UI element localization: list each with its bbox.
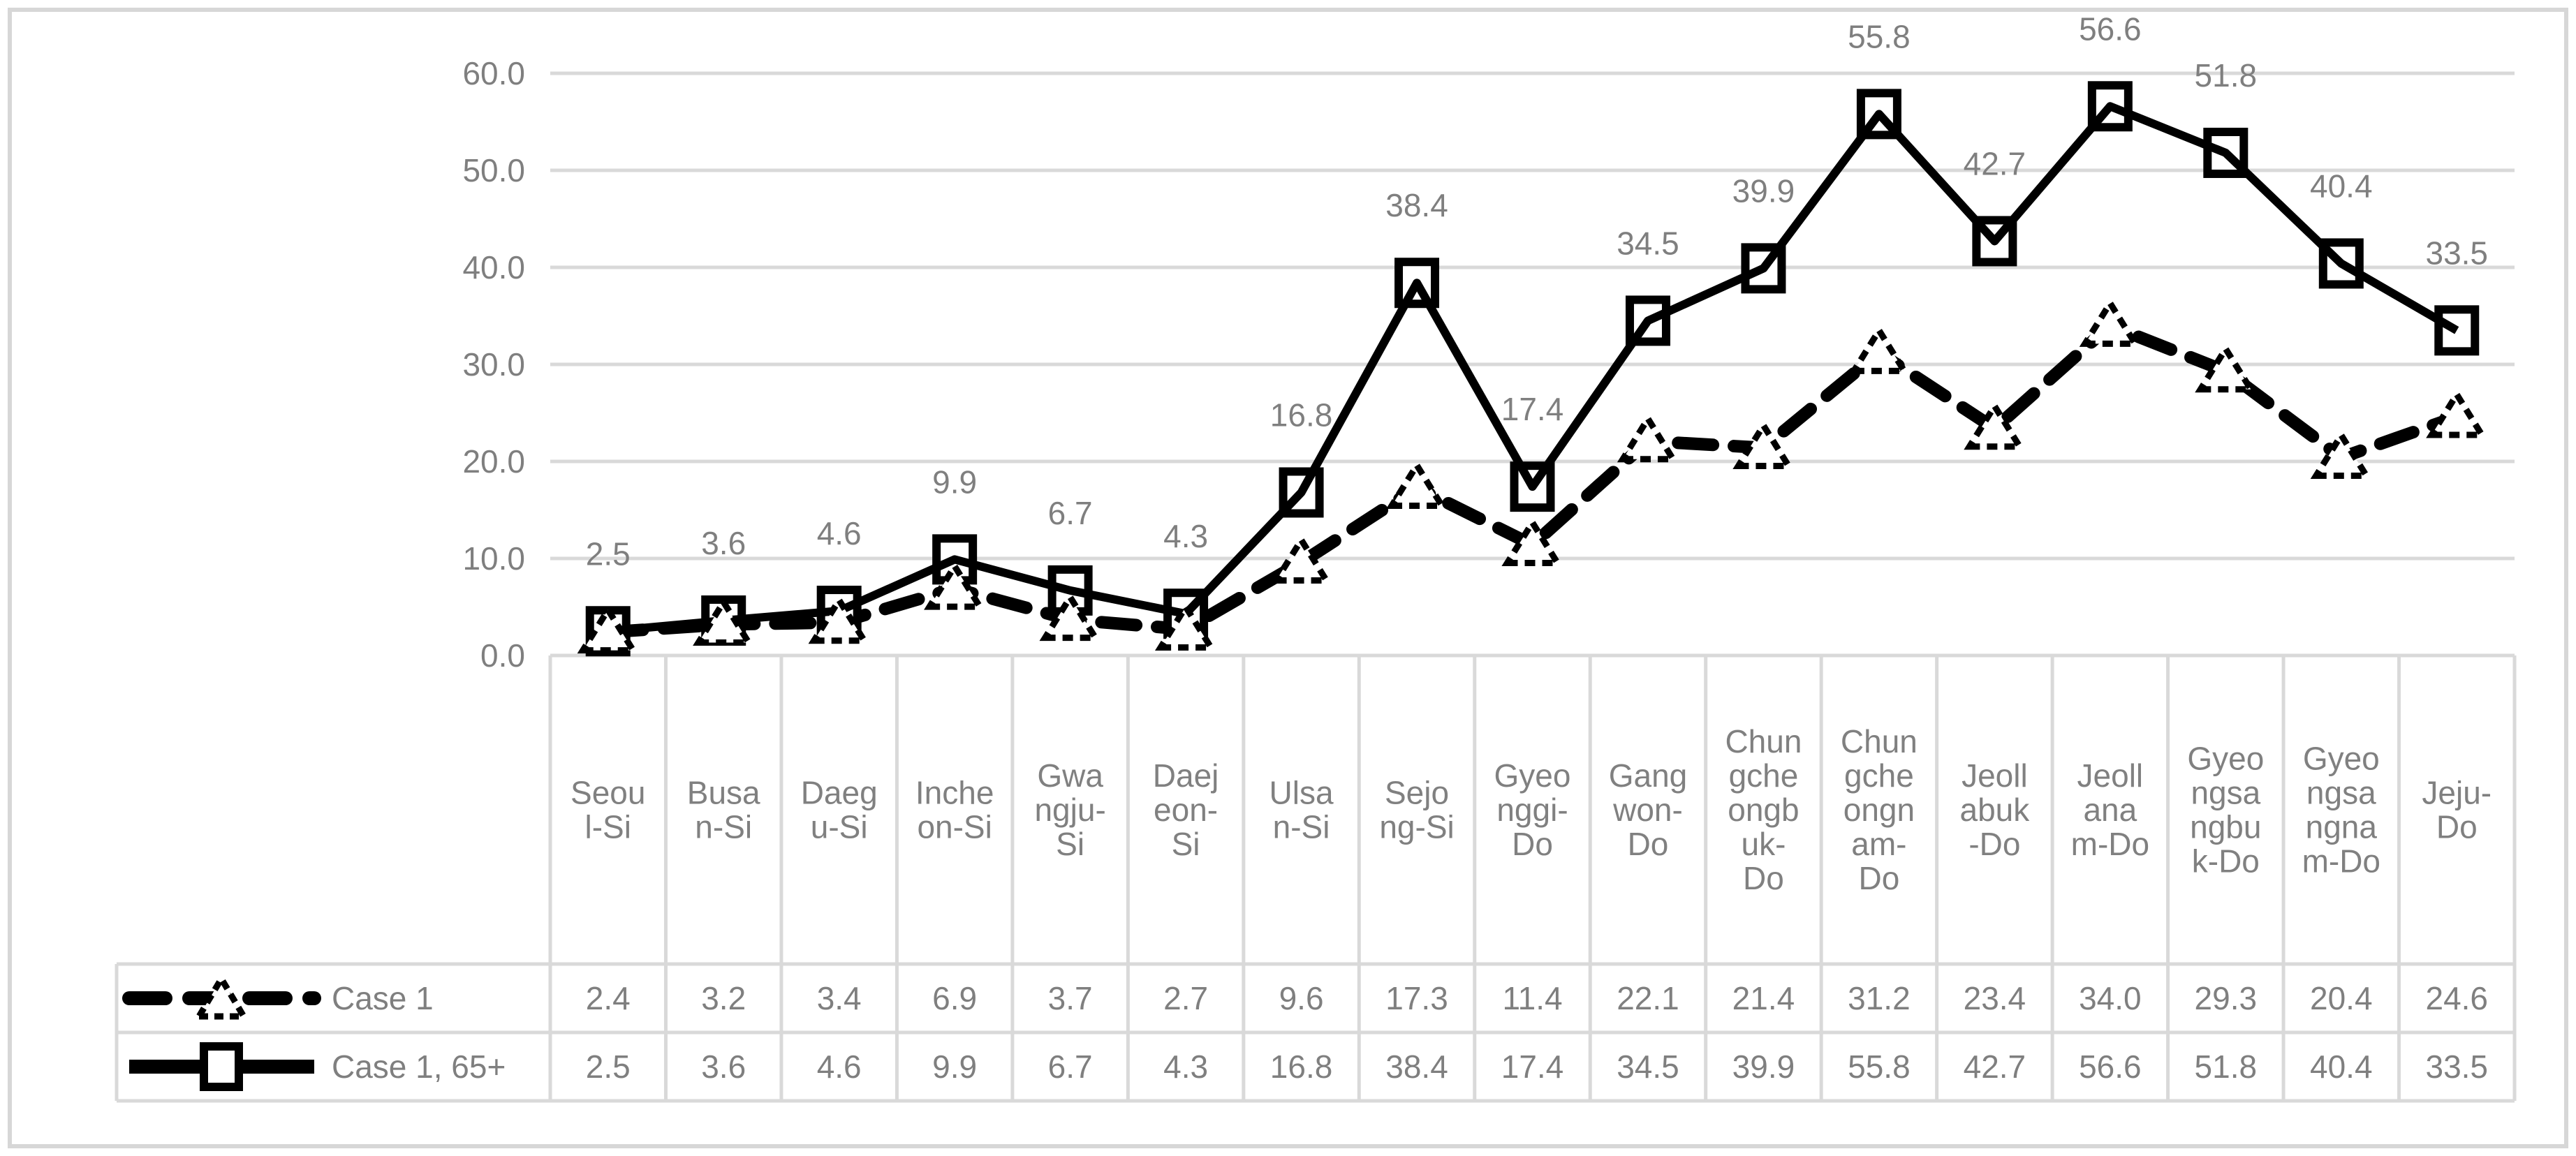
category-label-line: Do [2436, 808, 2478, 845]
category-label-line: ngsa [2191, 774, 2261, 811]
category-label-line: -Do [1968, 826, 2021, 862]
data-label: 9.9 [932, 464, 978, 501]
data-label: 38.4 [1385, 187, 1448, 224]
category-label-line: l-Si [584, 808, 631, 845]
category-label [1960, 757, 2031, 862]
category-label [1494, 757, 1571, 862]
triangle-marker [1854, 330, 1904, 371]
table-value: 42.7 [1963, 1048, 2026, 1085]
table-value: 55.8 [1848, 1048, 1911, 1085]
table-value: 34.5 [1617, 1048, 1679, 1085]
legend-key-square [129, 1046, 314, 1087]
data-label: 34.5 [1617, 225, 1679, 262]
category-label [801, 775, 878, 845]
category-label-line: m-Do [2070, 826, 2150, 862]
table-value: 20.4 [2310, 980, 2373, 1016]
table-value: 2.7 [1163, 980, 1209, 1016]
data-label: 42.7 [1963, 145, 2026, 182]
category-label-line: n-Si [695, 808, 753, 845]
category-label-line: ongn [1843, 792, 1915, 828]
triangle-marker [2431, 394, 2482, 435]
category-label-line: Inche [915, 774, 994, 811]
table-value: 3.4 [816, 980, 862, 1016]
category-label [915, 775, 994, 845]
table-value: 39.9 [1732, 1048, 1795, 1085]
y-axis-tick-label: 60.0 [462, 55, 525, 91]
category-label-line: ana [2083, 792, 2137, 828]
y-axis-tick-label: 0.0 [480, 637, 525, 674]
category-label-line: Ulsa [1269, 774, 1334, 811]
y-axis-tick-label: 20.0 [462, 443, 525, 480]
category-label-line: ongb [1728, 792, 1799, 828]
category-label-line: ngna [2305, 808, 2377, 845]
y-axis [462, 55, 525, 674]
series-name: Case 1 [332, 980, 434, 1016]
y-axis-tick-label: 50.0 [462, 152, 525, 188]
table-row-1 [129, 979, 2488, 1016]
category-label [687, 775, 760, 845]
data-label: 33.5 [2425, 235, 2489, 272]
category-label-line: Daej [1152, 757, 1219, 794]
table-value: 6.7 [1047, 1048, 1093, 1085]
table-value: 23.4 [1963, 980, 2026, 1016]
series-name: Case 1, 65+ [332, 1048, 506, 1085]
data-label: 17.4 [1501, 391, 1564, 428]
category-label [1269, 775, 1334, 845]
category-label-line: abuk [1959, 792, 2030, 828]
data-label: 2.5 [585, 535, 631, 572]
category-label-line: Do [1512, 826, 1553, 862]
table-value: 3.6 [701, 1048, 746, 1085]
category-label-line: Chun [1725, 723, 1802, 759]
category-label [571, 775, 645, 845]
table-value: 6.9 [932, 980, 978, 1016]
category-label-line: Gwa [1037, 757, 1103, 794]
category-label-line: Chun [1840, 723, 1918, 759]
category-axis [550, 655, 2515, 964]
category-label-line: ngju- [1034, 792, 1106, 828]
category-label-line: Si [1056, 826, 1085, 862]
category-label-line: m-Do [2302, 843, 2381, 880]
category-label [2422, 775, 2492, 845]
data-label: 16.8 [1269, 397, 1333, 434]
table-value: 22.1 [1617, 980, 1679, 1016]
table-value: 17.3 [1385, 980, 1448, 1016]
table-value: 3.2 [701, 980, 746, 1016]
category-label-line: Gyeo [2187, 740, 2265, 777]
table-value: 33.5 [2425, 1048, 2489, 1085]
category-label [1153, 757, 1219, 862]
category-label-line: Gang [1608, 757, 1688, 794]
y-axis-tick-label: 30.0 [462, 346, 525, 383]
category-label-line: am- [1851, 826, 1907, 862]
data-label: 40.4 [2310, 168, 2373, 205]
table-row-2 [129, 1046, 2488, 1087]
table-value: 21.4 [1732, 980, 1795, 1016]
data-label: 3.6 [701, 524, 746, 561]
table-value: 31.2 [1848, 980, 1911, 1016]
category-label [1841, 723, 1918, 896]
table-value: 4.3 [1163, 1048, 1209, 1085]
category-label-line: k-Do [2191, 843, 2260, 880]
data-label: 39.9 [1732, 172, 1795, 209]
category-label-line: Jeju- [2422, 774, 2492, 811]
category-label-line: gche [1728, 757, 1799, 794]
category-label [2071, 757, 2149, 862]
category-label-line: u-Si [810, 808, 868, 845]
category-label-line: uk- [1741, 826, 1786, 862]
data-table [117, 964, 2515, 1101]
data-label: 6.7 [1047, 494, 1093, 531]
triangle-marker [2085, 303, 2135, 343]
category-label-line: Do [1858, 860, 1900, 896]
table-value: 29.3 [2194, 980, 2258, 1016]
category-label-line: ng-Si [1379, 808, 1455, 845]
category-label-line: Si [1171, 826, 1200, 862]
y-axis-tick-label: 40.0 [462, 249, 525, 286]
table-value: 4.6 [816, 1048, 862, 1085]
category-label [1725, 723, 1802, 896]
category-label-line: Gyeo [1494, 757, 1571, 794]
category-label-line: nggi- [1496, 792, 1568, 828]
y-axis-tick-label: 10.0 [462, 540, 525, 577]
category-label-line: Daeg [800, 774, 878, 811]
category-label [1034, 757, 1105, 862]
data-label: 55.8 [1848, 18, 1911, 55]
legend-key-triangle [129, 979, 314, 1016]
table-value: 51.8 [2194, 1048, 2258, 1085]
triangle-marker [1392, 466, 1442, 506]
data-label: 51.8 [2194, 57, 2258, 94]
table-value: 24.6 [2425, 980, 2489, 1016]
table-value: 3.7 [1047, 980, 1093, 1016]
table-value: 38.4 [1385, 1048, 1448, 1085]
table-value: 2.5 [585, 1048, 631, 1085]
category-label-line: ngsa [2306, 774, 2376, 811]
table-value: 11.4 [1502, 980, 1563, 1016]
category-label [1609, 757, 1688, 862]
table-value: 9.9 [932, 1048, 978, 1085]
category-label-line: Do [1627, 826, 1669, 862]
data-label: 4.6 [816, 515, 862, 552]
table-value: 9.6 [1279, 980, 1324, 1016]
table-value: 2.4 [585, 980, 631, 1016]
category-label-line: Sejo [1384, 774, 1450, 811]
category-label-line: n-Si [1272, 808, 1330, 845]
table-value: 40.4 [2310, 1048, 2373, 1085]
category-label-line: Seou [571, 774, 646, 811]
legend-square-marker [204, 1046, 239, 1087]
table-value: 16.8 [1269, 1048, 1333, 1085]
category-label-line: Jeoll [2077, 757, 2144, 794]
category-label-line: Jeoll [1962, 757, 2028, 794]
category-label-line: on-Si [917, 808, 992, 845]
table-value: 17.4 [1501, 1048, 1564, 1085]
category-label-line: Gyeo [2302, 740, 2380, 777]
category-label [2302, 741, 2380, 880]
category-label-line: Do [1743, 860, 1784, 896]
category-label [1379, 775, 1454, 845]
category-label-line: won- [1613, 792, 1683, 828]
data-label: 4.3 [1163, 518, 1209, 555]
category-label-line: Busa [686, 774, 760, 811]
data-label: 56.6 [2079, 10, 2142, 47]
triangle-marker [1623, 419, 1673, 459]
table-value: 56.6 [2079, 1048, 2142, 1085]
category-label-line: eon- [1154, 792, 1219, 828]
table-value: 34.0 [2079, 980, 2142, 1016]
category-label-line: ngbu [2190, 808, 2262, 845]
category-label-line: gche [1844, 757, 1914, 794]
category-label [2187, 741, 2264, 880]
